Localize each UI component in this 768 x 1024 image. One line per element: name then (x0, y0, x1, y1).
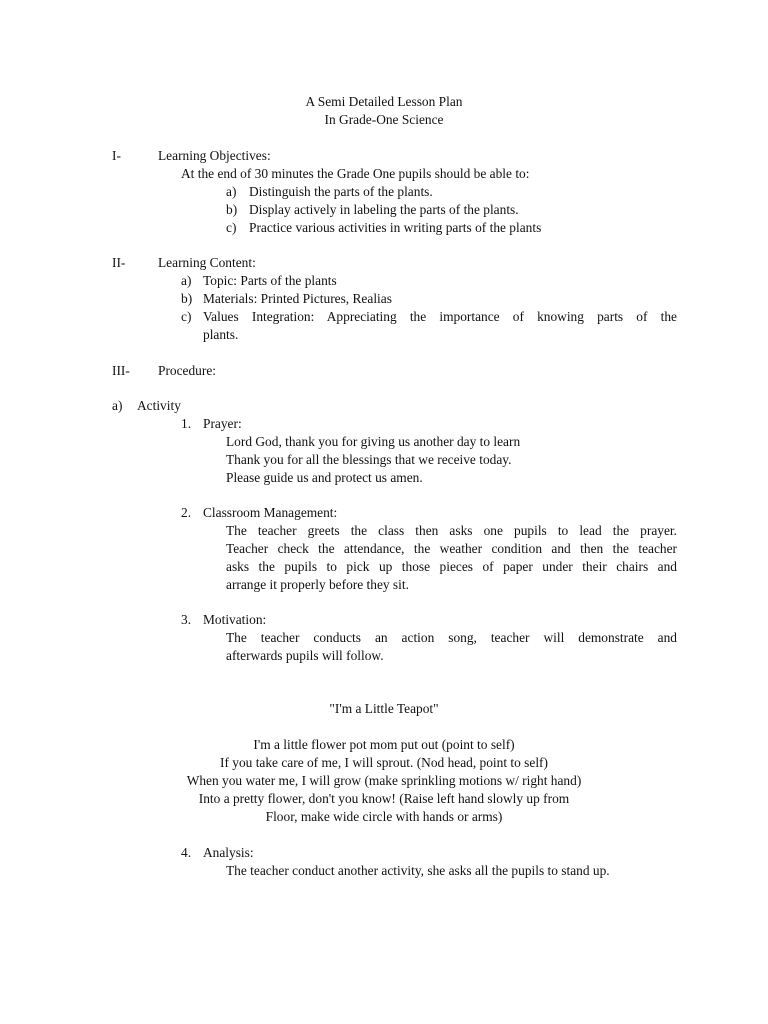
list-item: Topic: Parts of the plants (203, 273, 337, 288)
paragraph-line: The teacher conduct another activity, she asks all the pupils to stand up. (226, 863, 610, 878)
step-heading: Motivation: (203, 612, 267, 627)
list-item: Display actively in labeling the parts of the plants. (249, 202, 519, 217)
step-number: 3. (181, 612, 192, 627)
section-numeral: III- (112, 363, 130, 378)
list-marker: b) (226, 202, 238, 217)
section-heading: Learning Content: (158, 255, 256, 270)
list-marker: a) (226, 184, 237, 199)
step-number: 2. (181, 505, 192, 520)
prayer-line: Lord God, thank you for giving us another day to learn (226, 434, 521, 449)
paragraph-line: asks the pupils to pick up those pieces of paper under their chairs and (226, 559, 677, 574)
section-numeral: II- (112, 255, 126, 270)
activity-heading: Activity (137, 398, 181, 413)
paragraph-line: arrange it properly before they sit. (226, 577, 409, 592)
section-numeral: I- (112, 148, 121, 163)
list-marker: a) (112, 398, 123, 413)
song-title: "I'm a Little Teapot" (329, 701, 439, 716)
song-line: Into a pretty flower, don't you know! (Raise left hand slowly up from (198, 791, 570, 806)
list-item: Values Integration: Appreciating the importance of knowing parts of the (203, 309, 677, 324)
step-number: 1. (181, 416, 192, 431)
section-heading: Procedure: (158, 363, 217, 378)
list-item: Materials: Printed Pictures, Realias (203, 291, 392, 306)
paragraph-line: The teacher conducts an action song, teacher will demonstrate and (226, 630, 677, 645)
document-subtitle: In Grade-One Science (324, 112, 444, 127)
song-line: When you water me, I will grow (make sprinkling motions w/ right hand) (186, 773, 582, 788)
song-line: Floor, make wide circle with hands or arms) (265, 809, 503, 824)
step-number: 4. (181, 845, 192, 860)
song-line: I'm a little flower pot mom put out (point to self) (253, 737, 515, 752)
document-title: A Semi Detailed Lesson Plan (305, 94, 463, 109)
paragraph-line: Teacher check the attendance, the weather condition and then the teacher (226, 541, 677, 556)
prayer-line: Thank you for all the blessings that we receive today. (226, 452, 512, 467)
objectives-intro: At the end of 30 minutes the Grade One pupils should be able to: (181, 166, 530, 181)
prayer-line: Please guide us and protect us amen. (226, 470, 423, 485)
paragraph-line: afterwards pupils will follow. (226, 648, 384, 663)
list-item-continuation: plants. (203, 327, 239, 342)
paragraph-line: The teacher greets the class then asks one pupils to lead the prayer. (226, 523, 677, 538)
step-heading: Classroom Management: (203, 505, 338, 520)
song-line: If you take care of me, I will sprout. (Nod head, point to self) (220, 755, 548, 770)
list-marker: c) (226, 220, 237, 235)
section-heading: Learning Objectives: (158, 148, 271, 163)
list-marker: a) (181, 273, 192, 288)
list-item: Practice various activities in writing parts of the plants (249, 220, 542, 235)
list-marker: b) (181, 291, 193, 306)
list-marker: c) (181, 309, 192, 324)
step-heading: Prayer: (203, 416, 242, 431)
list-item: Distinguish the parts of the plants. (249, 184, 433, 199)
step-heading: Analysis: (203, 845, 254, 860)
